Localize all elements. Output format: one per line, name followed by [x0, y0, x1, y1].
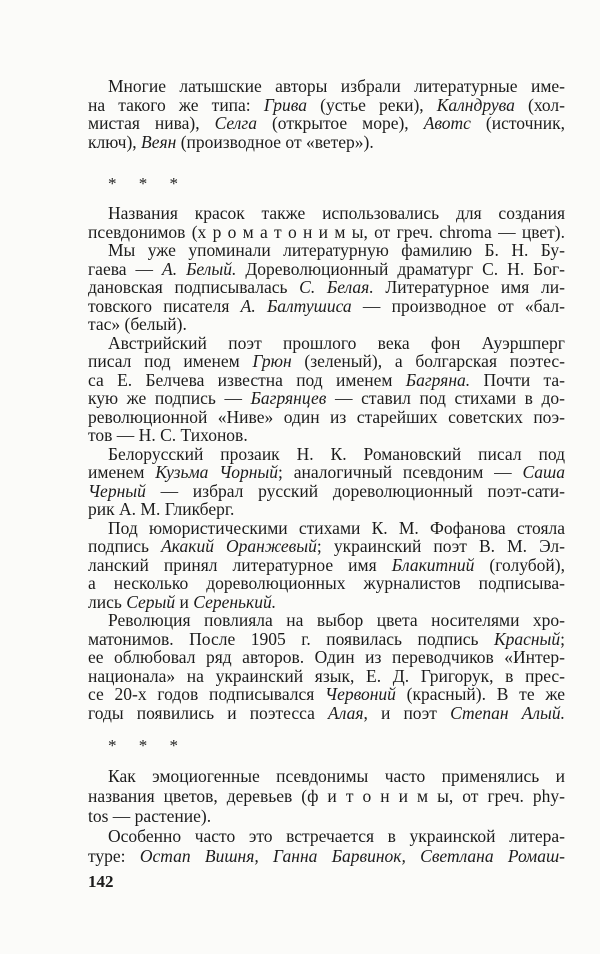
body-text: tos — растение).	[88, 806, 212, 826]
pseudonym-text: Червоний	[325, 684, 396, 704]
text-line	[88, 630, 565, 649]
pseudonym-text: Акакий Оранжевый	[161, 536, 317, 556]
body-text: Дореволюционный драматург С. Н. Бог-	[236, 258, 565, 279]
body-text: — ставил под стихами в до-	[326, 388, 565, 408]
body-text: (производное от «ветер»).	[176, 131, 374, 152]
body-text: мистая нива),	[88, 113, 215, 133]
text-line	[88, 133, 565, 152]
pseudonym-text: Авотс	[423, 113, 471, 133]
body-text: се 20-х годов подписывался	[88, 684, 326, 704]
text-line	[88, 806, 565, 826]
text-block	[88, 204, 565, 722]
pseudonym-text: Остап Вишня, Ганна Барвинок, Светлана Ромаш-	[139, 846, 565, 866]
pseudonym-text: Степан Алый.	[450, 702, 565, 723]
body-text: Литературное имя ли-	[373, 277, 565, 297]
text-line	[88, 537, 565, 556]
pseudonym-text: Красный	[493, 628, 561, 649]
pseudonym-text: Багрянцев	[250, 388, 327, 408]
body-text: Австрийский поэт прошлого века фон Ауэршперг	[108, 332, 565, 353]
text-line	[88, 445, 565, 464]
pseudonym-text: Грива	[263, 94, 308, 115]
body-text: писал под именем	[88, 351, 253, 371]
text-block	[88, 77, 565, 151]
pseudonym-text: А. Балтушиса	[240, 295, 352, 316]
pseudonym-text: А. Белый.	[162, 258, 237, 279]
text-line	[88, 352, 565, 371]
body-text: (голубой),	[474, 554, 565, 575]
text-line	[88, 611, 565, 630]
text-line	[88, 408, 565, 427]
text-line	[88, 685, 565, 704]
body-text: гаева —	[88, 258, 163, 279]
text-line	[88, 667, 565, 686]
body-text: Почти та-	[470, 369, 565, 390]
body-text: (открытое море),	[256, 113, 424, 133]
body-text: Как эмоциогенные псевдонимы часто применялись и	[108, 766, 565, 786]
text-line	[88, 426, 565, 445]
pseudonym-text: Алая	[328, 702, 364, 723]
body-text: матонимов. После 1905 г. появилась подпись	[88, 628, 494, 649]
body-text: товского писателя	[88, 295, 241, 316]
body-text: , и поэт	[363, 702, 451, 723]
text-line	[88, 278, 565, 297]
pseudonym-text: С. Белая.	[299, 277, 374, 297]
text-line	[88, 260, 565, 279]
text-line	[88, 704, 565, 723]
text-line	[88, 826, 565, 846]
body-text: лись	[88, 591, 127, 612]
text-line	[88, 389, 565, 408]
text-line	[88, 204, 565, 223]
body-text: а несколько дореволюционных журналистов подписыва-	[88, 573, 565, 593]
pseudonym-text: Веян	[141, 131, 177, 152]
body-text: на такого же типа:	[88, 94, 264, 115]
text-line	[88, 241, 565, 260]
text-line	[88, 371, 565, 390]
text-line	[88, 766, 565, 786]
body-text: тас» (белый).	[88, 314, 187, 334]
text-line	[88, 315, 565, 334]
body-text: (зеленый), а болгарская поэтес-	[291, 351, 565, 371]
body-text: названия цветов, деревьев (ф и т о н и м ы, от греч. phy-	[88, 786, 565, 806]
text-line	[88, 463, 565, 482]
section-separator: * * *	[108, 736, 180, 755]
text-line	[88, 114, 565, 133]
text-line	[88, 519, 565, 538]
text-line	[88, 593, 565, 612]
pseudonym-text: Селга	[214, 113, 257, 133]
text-line	[88, 223, 565, 242]
body-text: революционной «Ниве» один из старейших советских поэ-	[88, 406, 565, 427]
body-text: (красный). В те же	[395, 684, 565, 704]
text-line	[88, 482, 565, 501]
pseudonym-text: Блакитний	[391, 554, 475, 575]
body-text: и	[175, 591, 194, 612]
text-line	[88, 648, 565, 667]
section-separator: * * *	[108, 174, 180, 193]
text-line	[88, 556, 565, 575]
body-text: — производное от «бал-	[351, 295, 565, 316]
text-block	[88, 766, 565, 866]
text-line	[88, 77, 565, 96]
body-text: Белорусский прозаик Н. К. Романовский писал под	[108, 443, 565, 464]
body-text: ; аналогичный псевдоним —	[278, 462, 523, 482]
text-line	[88, 96, 565, 115]
body-text: Особенно часто это встречается в украинской литера-	[108, 826, 565, 846]
body-text: ; украинский поэт В. М. Эл-	[316, 536, 565, 556]
pseudonym-text: Кузьма Чорный	[155, 462, 279, 482]
text-line	[88, 297, 565, 316]
body-text: национала» на украинский язык, Е. Д. Григорук, в прес-	[88, 665, 565, 686]
body-text: (источник,	[470, 113, 565, 133]
pseudonym-text: Черный	[88, 480, 146, 501]
body-text: ключ),	[88, 131, 142, 152]
body-text: псевдонимов (х р о м а т о н и м ы, от греч. chroma — цвет).	[88, 221, 565, 242]
pseudonym-text: Грюн	[252, 351, 292, 371]
body-text: ее облюбовал ряд авторов. Один из переводчиков «Интер-	[88, 647, 565, 667]
body-text: дановская подписывалась	[88, 277, 300, 297]
body-text: Мы уже упоминали литературную фамилию Б. Н. Бу-	[108, 240, 565, 260]
body-text: тов — Н. С. Тихонов.	[88, 425, 248, 445]
page-number: 142	[88, 872, 114, 891]
body-text: (устье реки),	[307, 94, 437, 115]
body-text: именем	[88, 462, 156, 482]
body-text: кую же подпись —	[88, 388, 251, 408]
body-text: ланский принял литературное имя	[88, 554, 392, 575]
body-text: Названия красок также использовались для создания	[108, 203, 565, 223]
text-line	[88, 786, 565, 806]
pseudonym-text: Серый	[126, 591, 176, 612]
text-line	[88, 574, 565, 593]
body-text: — избрал русский дореволюционный поэт-сати-	[145, 480, 565, 501]
body-text: туре:	[88, 846, 140, 866]
text-line	[88, 334, 565, 353]
text-line	[88, 500, 565, 519]
body-text: Революция повлияла на выбор цвета носителями хро-	[108, 610, 565, 630]
pseudonym-text: Багряна.	[405, 369, 471, 390]
pseudonym-text: Серенький.	[193, 591, 277, 612]
body-text: Под юмористическими стихами К. М. Фофанова стояла	[108, 517, 565, 538]
body-text: са Е. Белчева известна под именем	[88, 369, 406, 390]
text-line	[88, 846, 565, 866]
body-text: (хол-	[514, 94, 565, 115]
body-text: ;	[560, 628, 565, 649]
pseudonym-text: Саша	[522, 462, 565, 482]
body-text: подпись	[88, 536, 162, 556]
body-text: годы появились и поэтесса	[88, 702, 329, 723]
body-text: рик А. М. Гликберг.	[88, 499, 235, 519]
pseudonym-text: Калндрува	[436, 94, 515, 115]
body-text: Многие латышские авторы избрали литературные име-	[108, 76, 565, 96]
